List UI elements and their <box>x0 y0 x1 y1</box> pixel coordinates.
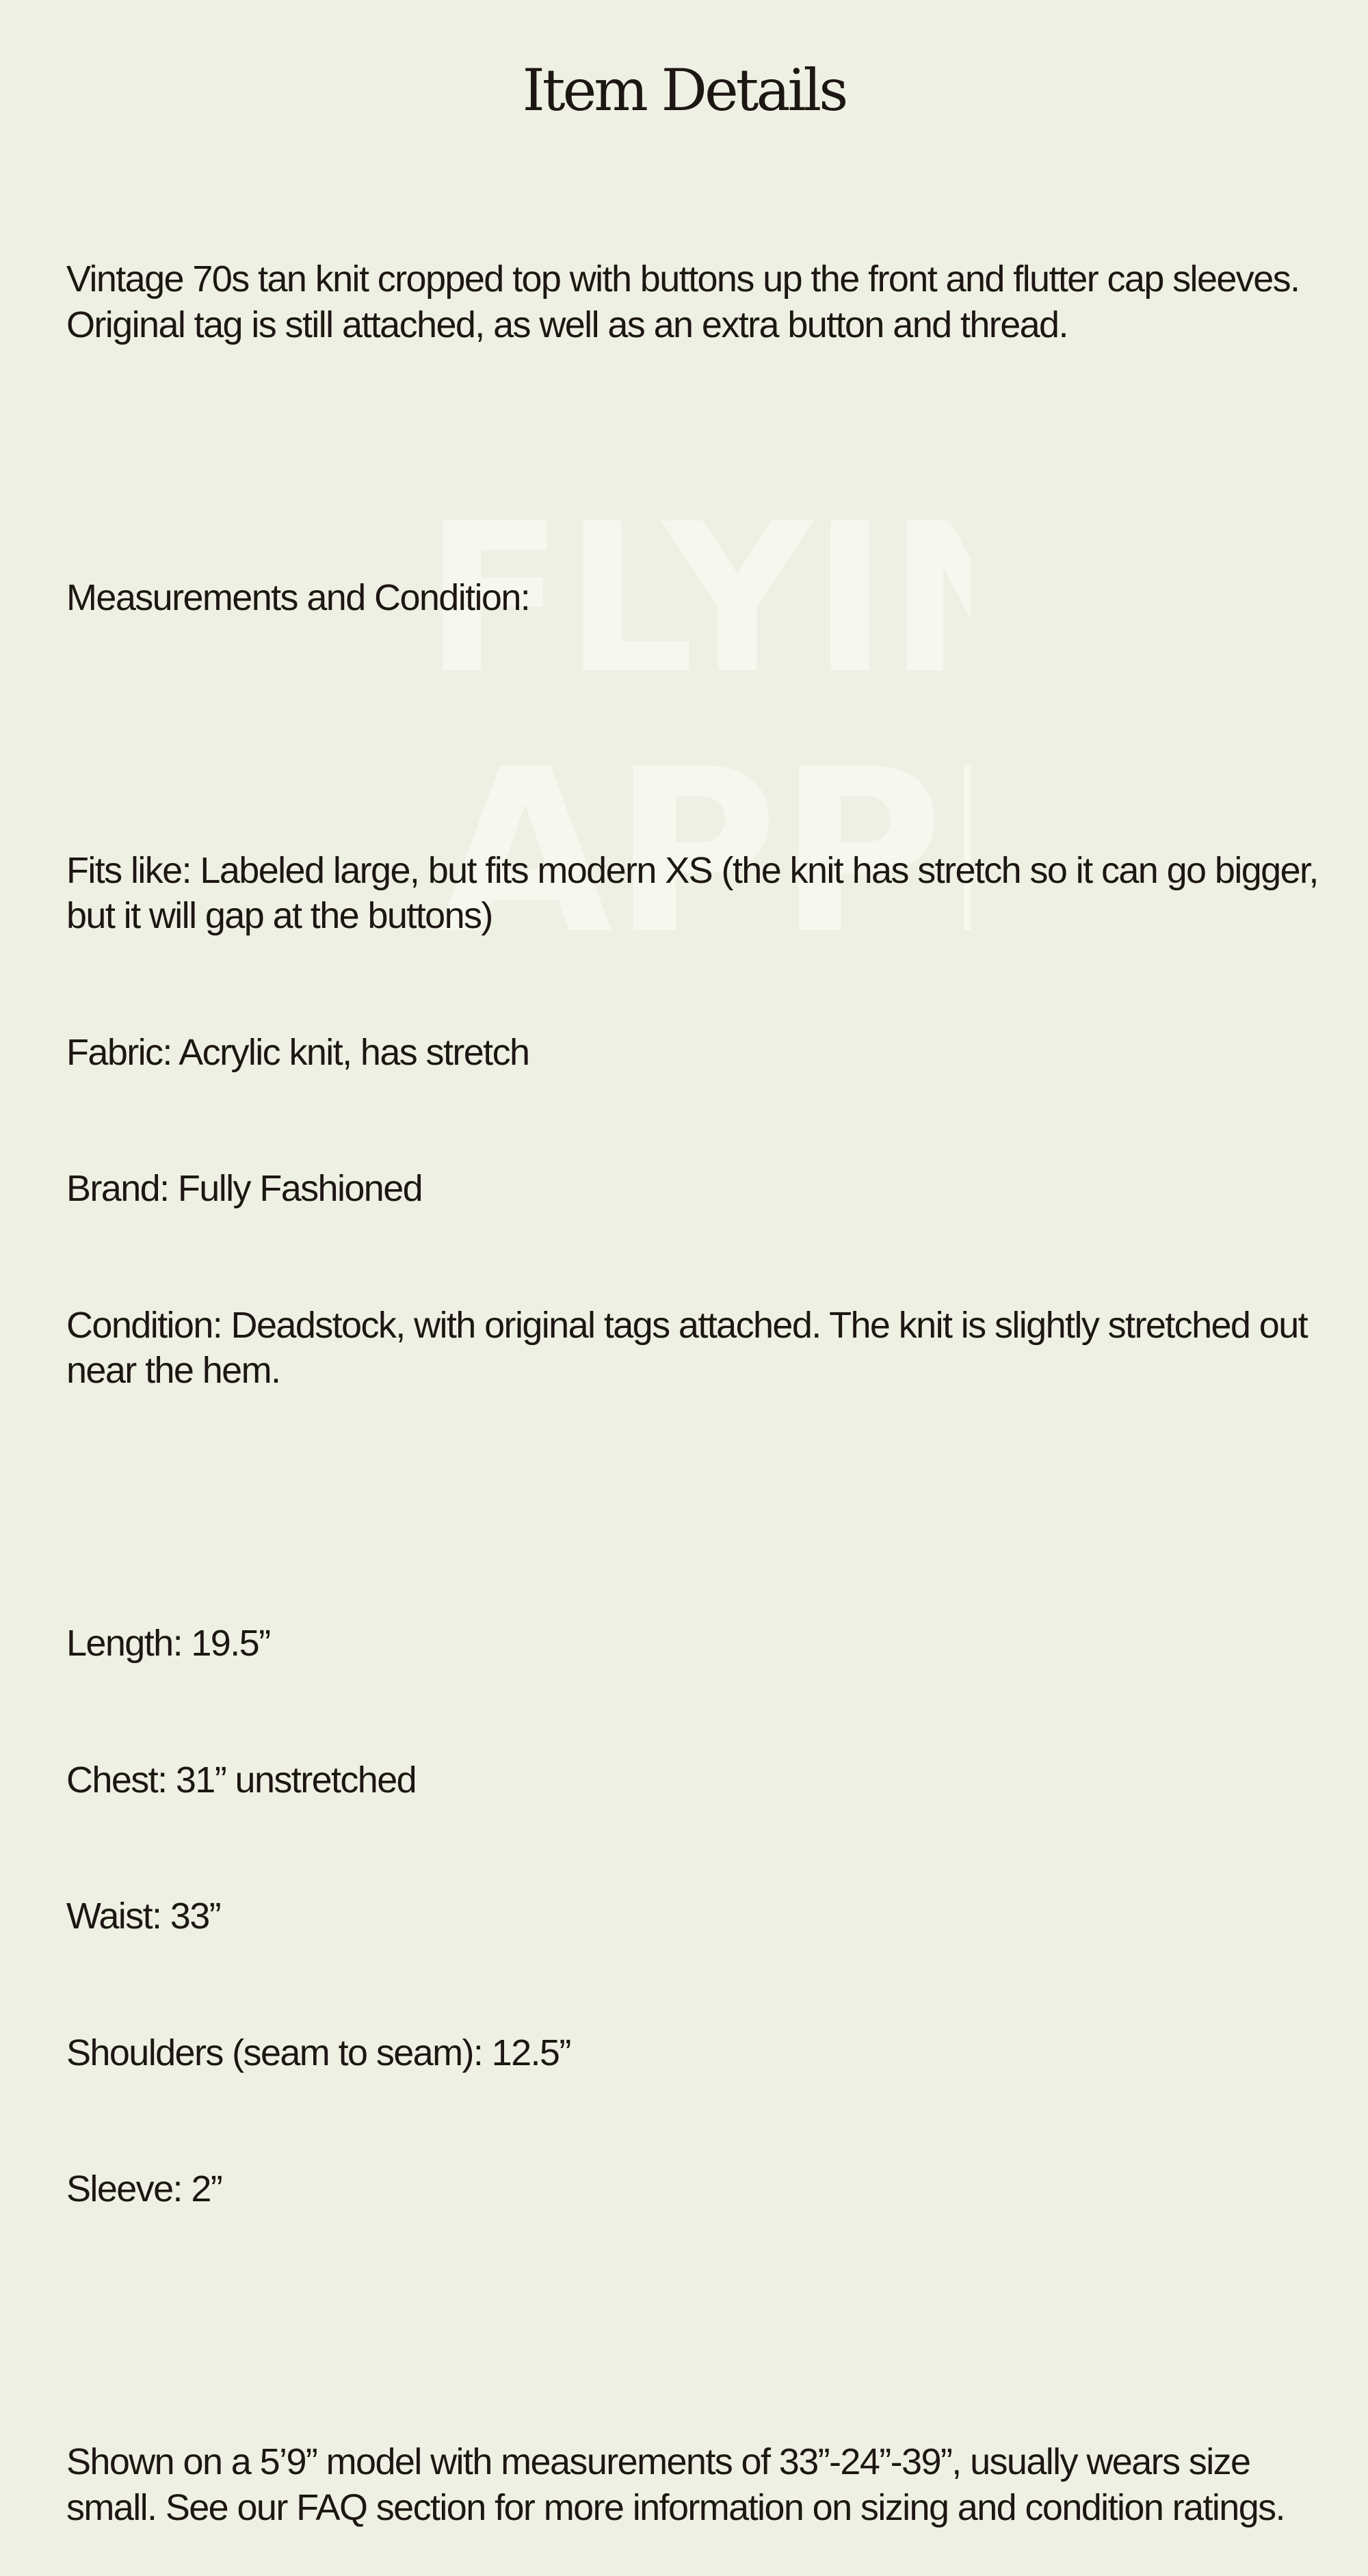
model-info: Shown on a 5’9” model with measurements of 33”-24”-39”, usually wears size small. See our FAQ section for more information on sizing and condition ratings. <box>66 2441 1285 2528</box>
sleeve-measurement: Sleeve: 2” <box>66 2168 222 2209</box>
spacer <box>66 711 1332 757</box>
spacer <box>66 2303 1332 2349</box>
brand-detail: Brand: Fully Fashioned <box>66 1168 423 1209</box>
page-title: Item Details <box>522 57 846 124</box>
item-details-body <box>66 165 1332 2576</box>
spacer <box>66 438 1332 484</box>
chest-measurement: Chest: 31” unstretched <box>66 1759 417 1801</box>
watermark-line-2: APP <box>438 721 944 944</box>
spacer <box>66 1485 1332 1530</box>
watermark-line-1: FLYI <box>424 480 889 719</box>
condition-detail: Condition: Deadstock, with original tags attached. The knit is slightly stretched out near the hem. <box>66 1304 1317 1391</box>
fabric-detail: Fabric: Acrylic knit, has stretch <box>66 1031 529 1073</box>
fits-like-detail: Fits like: Labeled large, but fits modern XS (the knit has stretch so it can go bigger, but it will gap at the buttons) <box>66 849 1328 936</box>
measurements-heading: Measurements and Condition: <box>66 576 530 618</box>
shoulders-measurement: Shoulders (seam to seam): 12.5” <box>66 2032 570 2073</box>
waist-measurement: Waist: 33” <box>66 1896 221 1937</box>
item-description: Vintage 70s tan knit cropped top with buttons up the front and flutter cap sleeves. Original tag is still attached, as well as an extra button and thread. <box>66 258 1308 345</box>
length-measurement: Length: 19.5” <box>66 1623 270 1664</box>
